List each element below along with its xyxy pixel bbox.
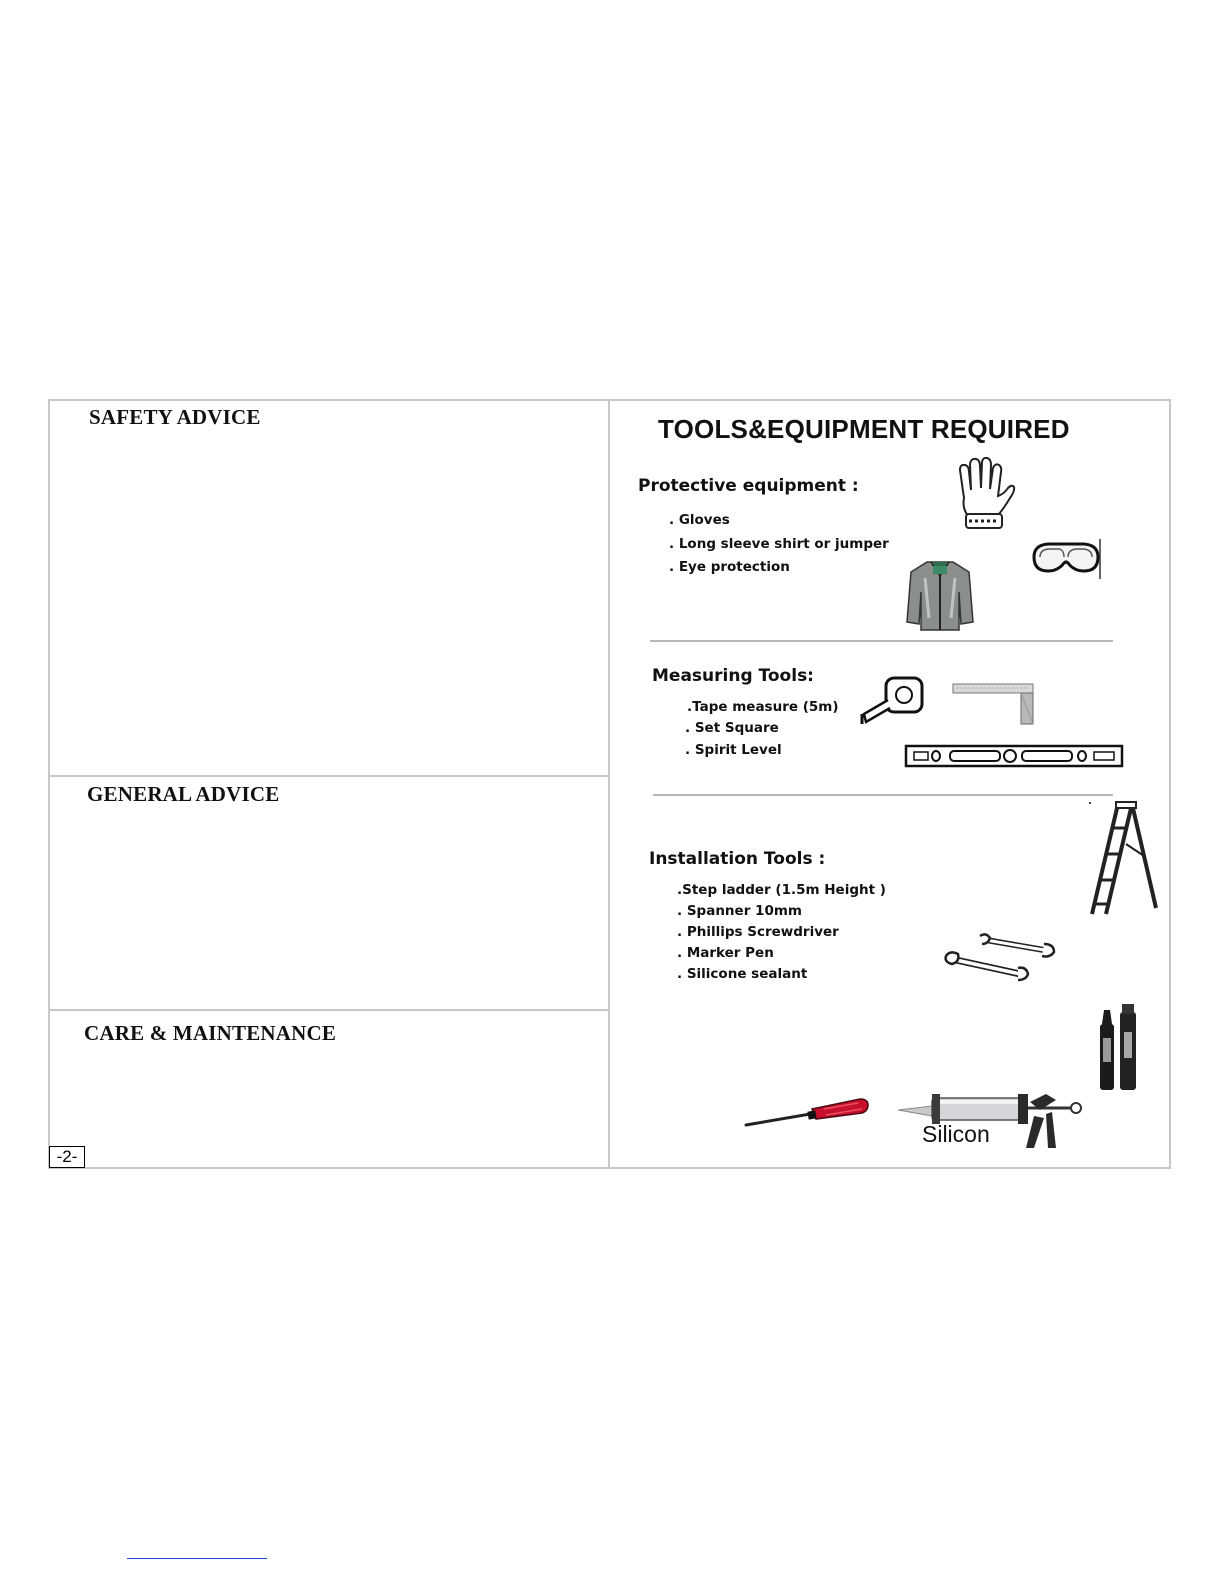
goggles-icon [1030, 537, 1102, 581]
jacket-icon [905, 558, 975, 632]
section-divider-safety-general [48, 775, 610, 777]
list-item: . Eye protection [669, 559, 790, 575]
list-item: . Gloves [669, 512, 730, 528]
tools-equipment-title: TOOLS&EQUIPMENT REQUIRED [658, 414, 1070, 444]
list-item: .Step ladder (1.5m Height ) [677, 882, 886, 898]
gloves-icon [952, 456, 1016, 532]
list-item: .Tape measure (5m) [687, 699, 839, 715]
separator-line [653, 794, 1113, 796]
general-advice-heading: GENERAL ADVICE [87, 782, 280, 806]
list-item: . Phillips Screwdriver [677, 924, 839, 940]
list-item: . Silicone sealant [677, 966, 808, 982]
marker-pen-icon [1096, 1002, 1142, 1092]
installation-tools-heading: Installation Tools : [649, 849, 826, 869]
section-divider-general-care [48, 1009, 610, 1011]
footer-link[interactable] [127, 1558, 267, 1559]
screwdriver-icon [744, 1095, 870, 1129]
column-divider [608, 399, 610, 1169]
protective-equipment-heading: Protective equipment : [638, 476, 859, 496]
list-item: . Set Square [685, 720, 779, 736]
measuring-tools-heading: Measuring Tools: [652, 666, 814, 686]
care-maintenance-heading: CARE & MAINTENANCE [84, 1021, 337, 1045]
stray-mark [1089, 802, 1091, 804]
safety-advice-heading: SAFETY ADVICE [89, 405, 261, 429]
silicon-label: Silicon [922, 1121, 990, 1147]
spirit-level-icon [904, 743, 1124, 769]
list-item: . Marker Pen [677, 945, 774, 961]
step-ladder-icon [1088, 800, 1160, 918]
list-item: . Spirit Level [685, 742, 782, 758]
list-item: . Long sleeve shirt or jumper [669, 536, 889, 552]
spanner-icon [940, 930, 1062, 984]
separator-line [650, 640, 1113, 642]
list-item: . Spanner 10mm [677, 903, 802, 919]
caulk-gun-icon [896, 1086, 1084, 1154]
page-number: -2- [49, 1146, 85, 1168]
set-square-icon [951, 682, 1035, 726]
tape-measure-icon [858, 674, 928, 728]
